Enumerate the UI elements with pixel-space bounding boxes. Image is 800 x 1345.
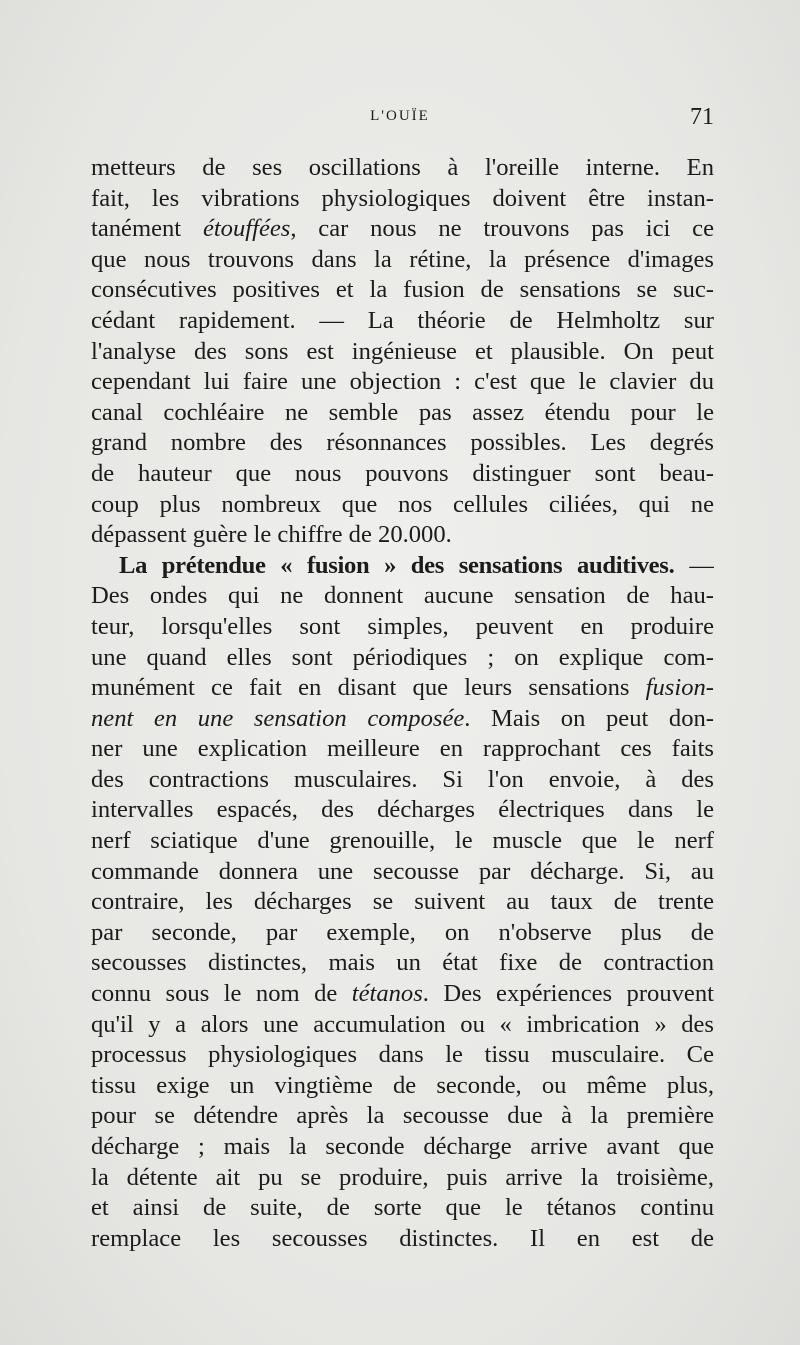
text-line: commande donnera une secousse par décharge. Si, au (91, 857, 714, 885)
text-line: coup plus nombreux que nos cellules ciliées, qui ne (91, 490, 714, 518)
text-line: secousses distinctes, mais un état fixe de contraction (91, 949, 714, 977)
text-line: consécutives positives et la fusion de sensations se suc- (91, 276, 714, 304)
italic-term: fusion- (645, 674, 714, 702)
section-heading: La prétendue « fusion » des sensations auditives. (119, 551, 675, 579)
text-span: munément ce fait en disant que leurs sensations (91, 674, 646, 702)
text-line: contraire, les décharges se suivent au taux de trente (91, 888, 714, 916)
text-span: tanément (91, 215, 203, 243)
text-line: que nous trouvons dans la rétine, la présence d'images (91, 245, 714, 273)
text-line (91, 214, 714, 245)
text-line: par seconde, par exemple, on n'observe plus de (91, 918, 714, 946)
text-span: . Mais on peut don- (464, 704, 714, 732)
text-line: qu'il y a alors une accumulation ou « imbrication » des (91, 1010, 714, 1038)
text-line (91, 673, 714, 704)
italic-term: nent en une sensation composée (91, 704, 465, 732)
text-line (91, 704, 714, 735)
text-line: Des ondes qui ne donnent aucune sensation de hau- (91, 582, 714, 610)
body-text (91, 153, 714, 1254)
text-line: décharge ; mais la seconde décharge arrive avant que (91, 1133, 714, 1160)
text-line (91, 979, 714, 1010)
running-head (0, 104, 800, 134)
text-line: tissu exige un vingtième de seconde, ou même plus, (91, 1071, 714, 1099)
text-line: canal cochléaire ne semble pas assez étendu pour le (91, 398, 714, 426)
italic-term: tétanos (351, 980, 423, 1008)
chapter-title: L'OUÏE (370, 108, 430, 124)
section-heading-line (91, 551, 714, 582)
text-line: intervalles espacés, des décharges électriques dans le (91, 796, 714, 824)
text-line: et ainsi de suite, de sorte que le tétanos continu (91, 1194, 714, 1222)
text-line: ner une explication meilleure en rapprochant ces faits (91, 735, 714, 763)
text-line: nerf sciatique d'une grenouille, le muscle que le nerf (91, 827, 714, 855)
page-number: 71 (690, 104, 714, 130)
text-span: — (674, 551, 714, 579)
text-line: grand nombre des résonnances possibles. Les degrés (91, 429, 714, 457)
text-line: cédant rapidement. — La théorie de Helmholtz sur (91, 306, 714, 334)
text-line: une quand elles sont périodiques ; on explique com- (91, 643, 714, 671)
text-line: processus physiologiques dans le tissu musculaire. Ce (91, 1041, 714, 1069)
text-span: , car nous ne trouvons pas ici ce (290, 215, 714, 243)
text-line: de hauteur que nous pouvons distinguer sont beau- (91, 459, 714, 487)
text-line: l'analyse des sons est ingénieuse et plausible. On peut (91, 337, 714, 365)
text-line: cependant lui faire une objection : c'est que le clavier du (91, 368, 714, 396)
text-line: fait, les vibrations physiologiques doivent être instan- (91, 184, 714, 212)
text-line: pour se détendre après la secousse due à la première (91, 1102, 714, 1130)
text-line: teur, lorsqu'elles sont simples, peuvent en produire (91, 612, 714, 640)
text-line: remplace les secousses distinctes. Il en est de (91, 1224, 714, 1252)
text-line: metteurs de ses oscillations à l'oreille interne. En (91, 154, 714, 181)
text-line: dépassent guère le chiffre de 20.000. (91, 521, 452, 549)
italic-term: étouffées (202, 215, 291, 243)
text-line: la détente ait pu se produire, puis arrive la troisième, (91, 1163, 714, 1191)
text-span: . Des expériences prouvent (422, 980, 714, 1008)
text-span: connu sous le nom de (91, 980, 352, 1008)
text-line: des contractions musculaires. Si l'on envoie, à des (91, 765, 714, 793)
